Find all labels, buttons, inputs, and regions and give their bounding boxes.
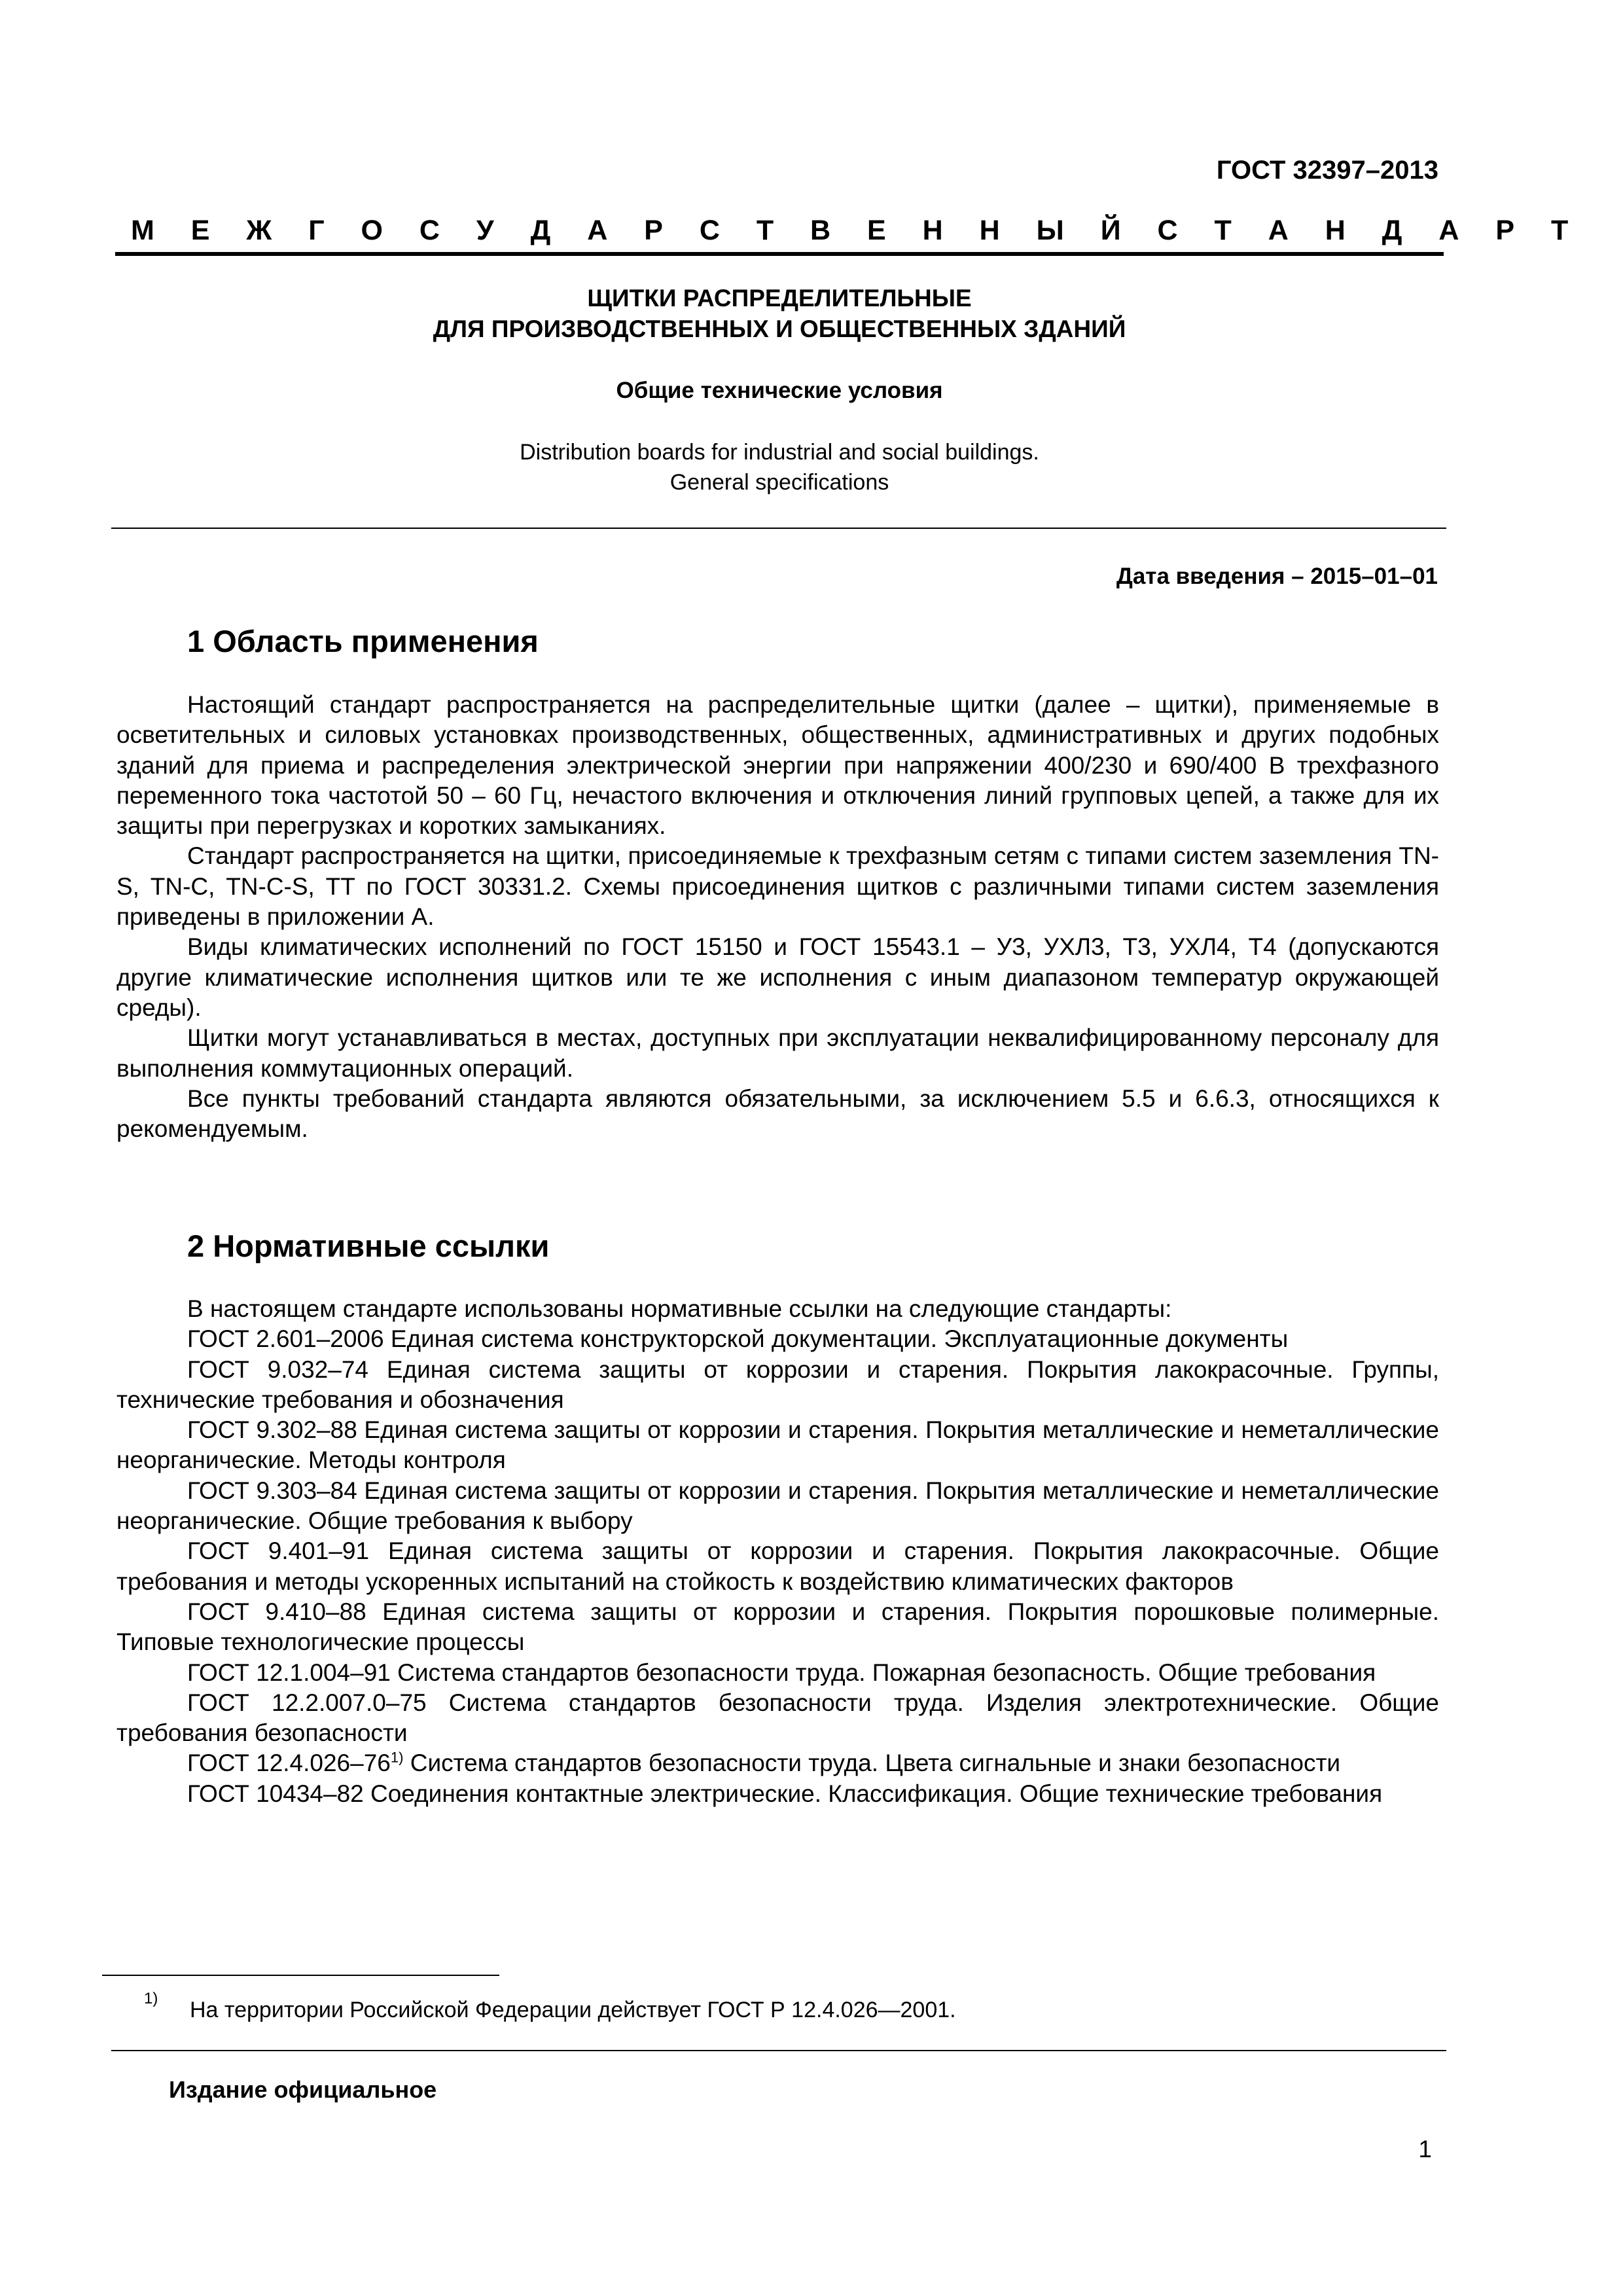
footnote-text: На территории Российской Федерации действует ГОСТ Р 12.4.026—2001. bbox=[190, 1998, 956, 2022]
reference-item: ГОСТ 12.1.004–91 Система стандартов безопасности труда. Пожарная безопасность. Общие требования bbox=[187, 1659, 1376, 1686]
reference-title: Система стандартов безопасности труда. Цвета сигнальные и знаки безопасности bbox=[403, 1749, 1341, 1777]
english-title bbox=[115, 437, 1444, 497]
references-intro: В настоящем стандарте использованы нормативные ссылки на следующие стандарты: bbox=[187, 1295, 1172, 1322]
english-title-line-1: Distribution boards for industrial and social buildings. bbox=[520, 440, 1039, 465]
footer-rule bbox=[111, 2050, 1446, 2051]
section-1-paragraph: Настоящий стандарт распространяется на распределительные щитки (далее – щитки), применяемые в осветительных и силовых установках производственных, общественных, административных и других подобных зданий для приема и распределения электрической энергии при напряжении 400/230 и 690/400 В трехфазного переменного тока частотой 50 – 60 Гц, нечастого включения и отключения линий групповых цепей, а также для их защиты при перегрузках и коротких замыканиях. bbox=[116, 691, 1439, 840]
section-1-paragraph: Все пункты требований стандарта являются обязательными, за исключением 5.5 и 6.6.3, относящихся к рекомендуемым. bbox=[116, 1085, 1439, 1143]
header-rule bbox=[115, 252, 1444, 256]
reference-item-with-footnote bbox=[116, 1748, 1439, 1778]
introduction-date: Дата введения – 2015–01–01 bbox=[1116, 564, 1438, 589]
document-subtitle: Общие технические условия bbox=[616, 378, 943, 403]
footnote-reference-mark: 1) bbox=[390, 1749, 404, 1767]
section-1-paragraph: Виды климатических исполнений по ГОСТ 15150 и ГОСТ 15543.1 – У3, УХЛ3, Т3, УХЛ4, Т4 (допускаются другие климатические исполнения щитков или те же исполнения с иным диапазоном температур окружающей среды). bbox=[116, 933, 1439, 1021]
reference-code: ГОСТ 12.4.026–76 bbox=[187, 1749, 391, 1777]
reference-item: ГОСТ 2.601–2006 Единая система конструкторской документации. Эксплуатационные документы bbox=[187, 1325, 1289, 1353]
interstate-standard-label: М Е Ж Г О С У Д А Р С Т В Е Н Н Ы Й С Т А Н Д А Р Т bbox=[131, 215, 1583, 246]
reference-item: ГОСТ 9.401–91 Единая система защиты от коррозии и старения. Покрытия лакокрасочные. Общие требования и методы ускоренных испытаний на стойкость к воздействию климатических факторов bbox=[116, 1537, 1439, 1595]
section-1-paragraph: Щитки могут устанавливаться в местах, доступных при эксплуатации неквалифицированному персоналу для выполнения коммутационных операций. bbox=[116, 1024, 1439, 1082]
section-2-heading: 2 Нормативные ссылки bbox=[187, 1229, 550, 1263]
reference-item: ГОСТ 10434–82 Соединения контактные электрические. Классификация. Общие технические требования bbox=[187, 1780, 1383, 1807]
reference-item: ГОСТ 9.032–74 Единая система защиты от коррозии и старения. Покрытия лакокрасочные. Группы, технические требования и обозначения bbox=[116, 1355, 1439, 1413]
section-1-heading: 1 Область применения bbox=[187, 624, 539, 658]
reference-item: ГОСТ 9.303–84 Единая система защиты от коррозии и старения. Покрытия металлические и неметаллические неорганические. Общие требования к выбору bbox=[116, 1477, 1439, 1535]
page-number: 1 bbox=[1418, 2136, 1432, 2162]
reference-item: ГОСТ 12.2.007.0–75 Система стандартов безопасности труда. Изделия электротехнические. Общие требования безопасности bbox=[116, 1689, 1439, 1747]
document-title bbox=[115, 283, 1444, 344]
reference-item: ГОСТ 9.410–88 Единая система защиты от коррозии и старения. Покрытия порошковые полимерные. Типовые технологические процессы bbox=[116, 1598, 1439, 1656]
footnote-separator bbox=[102, 1975, 499, 1976]
title-line-2: ДЛЯ ПРОИЗВОДСТВЕННЫХ И ОБЩЕСТВЕННЫХ ЗДАНИЙ bbox=[433, 315, 1126, 342]
english-title-line-2: General specifications bbox=[669, 470, 889, 495]
document-number: ГОСТ 32397–2013 bbox=[1216, 156, 1438, 185]
section-2-body bbox=[116, 1294, 1439, 1809]
section-1-paragraph: Стандарт распространяется на щитки, присоединяемые к трехфазным сетям с типами систем заземления TN-S, TN-C, TN-C-S, TT по ГОСТ 30331.2. Схемы присоединения щитков с различными типами систем заземления приведены в приложении А. bbox=[116, 842, 1439, 931]
footnote-mark: 1) bbox=[144, 1990, 158, 2007]
reference-item: ГОСТ 9.302–88 Единая система защиты от коррозии и старения. Покрытия металлические и неметаллические неорганические. Методы контроля bbox=[116, 1416, 1439, 1474]
title-line-1: ЩИТКИ РАСПРЕДЕЛИТЕЛЬНЫЕ bbox=[587, 285, 972, 312]
edition-label: Издание официальное bbox=[169, 2076, 437, 2103]
section-1-body bbox=[116, 690, 1439, 1144]
title-rule bbox=[111, 528, 1446, 529]
